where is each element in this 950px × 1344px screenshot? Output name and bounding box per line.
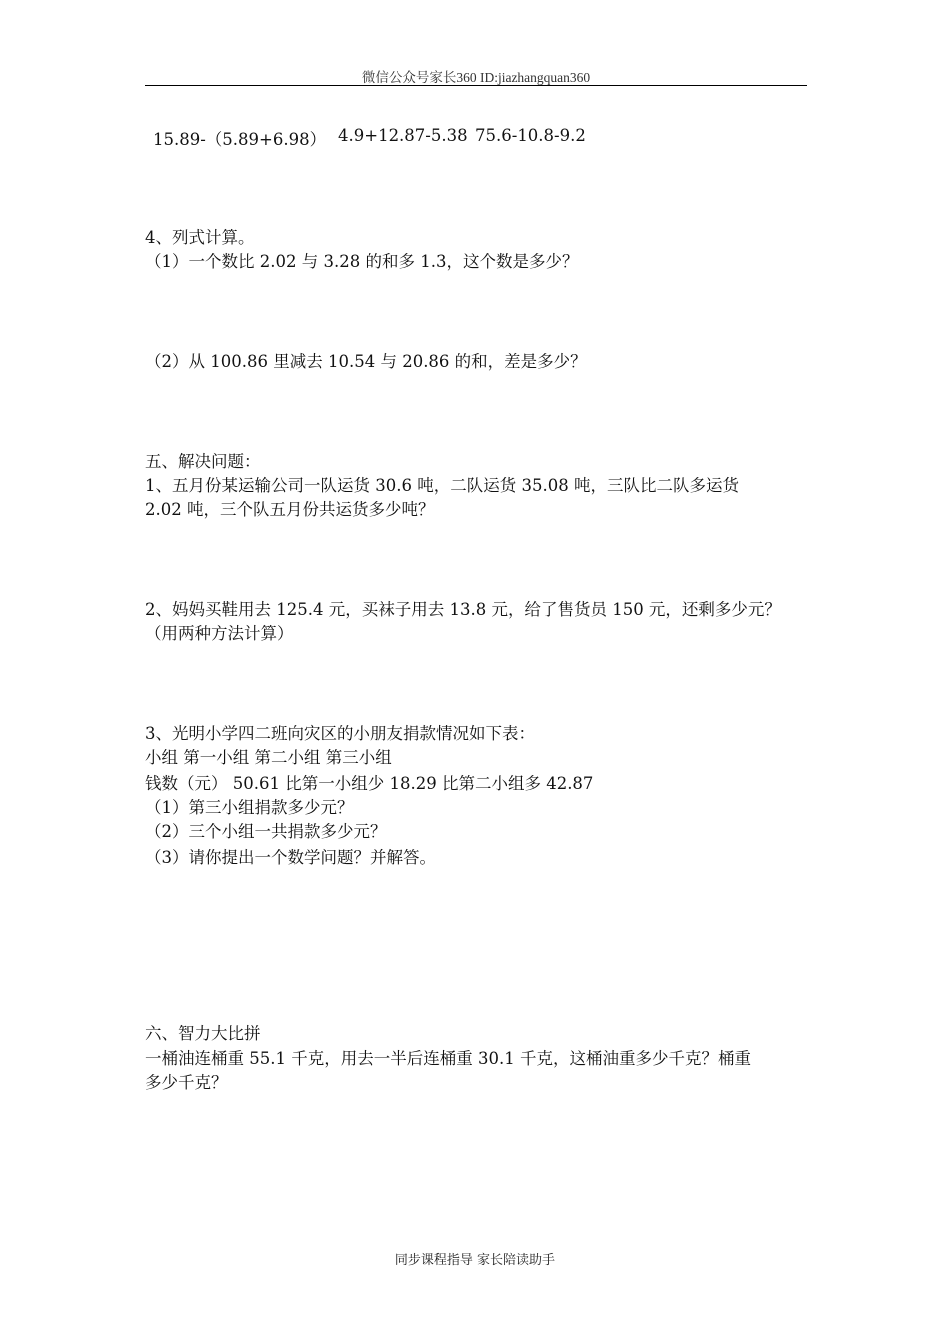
problem-3-question-3: （3）请你提出一个数学问题？并解答。	[145, 848, 436, 867]
problem-2-line-1: 2、妈妈买鞋用去 125.4 元，买袜子用去 13.8 元，给了售货员 150 元，还剩多少元？	[145, 600, 781, 619]
problem-2-line-2: （用两种方法计算）	[145, 624, 294, 643]
problem-1-line-1: 1、五月份某运输公司一队运货 30.6 吨，二队运货 35.08 吨，三队比二队多运货	[145, 476, 739, 495]
problem-3-question-2: （2）三个小组一共捐款多少元？	[145, 822, 387, 841]
problem-3-table-header: 小组 第一小组 第二小组 第三小组	[145, 748, 392, 767]
calc-expression-2: 4.9+12.87-5.38	[338, 126, 468, 145]
section-6-title: 六、智力大比拼	[145, 1024, 261, 1043]
page-header: 微信公众号家长360 ID:jiazhangquan360	[361, 70, 591, 85]
section-6-line-1: 一桶油连桶重 55.1 千克，用去一半后连桶重 30.1 千克，这桶油重多少千克？桶重	[145, 1049, 751, 1068]
section-6-line-2: 多少千克？	[145, 1073, 228, 1092]
problem-3-title: 3、光明小学四二班向灾区的小朋友捐款情况如下表：	[145, 724, 535, 743]
problem-3-table-row: 钱数（元） 50.61 比第一小组少 18.29 比第二小组多 42.87	[145, 774, 594, 793]
calc-expression-3: 75.6-10.8-9.2	[475, 126, 586, 145]
calc-expression-1: 15.89-（5.89+6.98）	[153, 130, 327, 149]
problem-3-question-1: （1）第三小组捐款多少元？	[145, 798, 354, 817]
page-footer: 同步课程指导 家长陪读助手	[394, 1253, 556, 1268]
problem-1-line-2: 2.02 吨，三个队五月份共运货多少吨？	[145, 500, 435, 519]
section-4-question-2: （2）从 100.86 里减去 10.54 与 20.86 的和，差是多少？	[145, 352, 587, 371]
section-4-title: 4、列式计算。	[145, 228, 255, 247]
section-4-question-1: （1）一个数比 2.02 与 3.28 的和多 1.3，这个数是多少？	[145, 252, 579, 271]
section-5-title: 五、解决问题：	[145, 452, 261, 471]
header-divider	[145, 85, 807, 86]
